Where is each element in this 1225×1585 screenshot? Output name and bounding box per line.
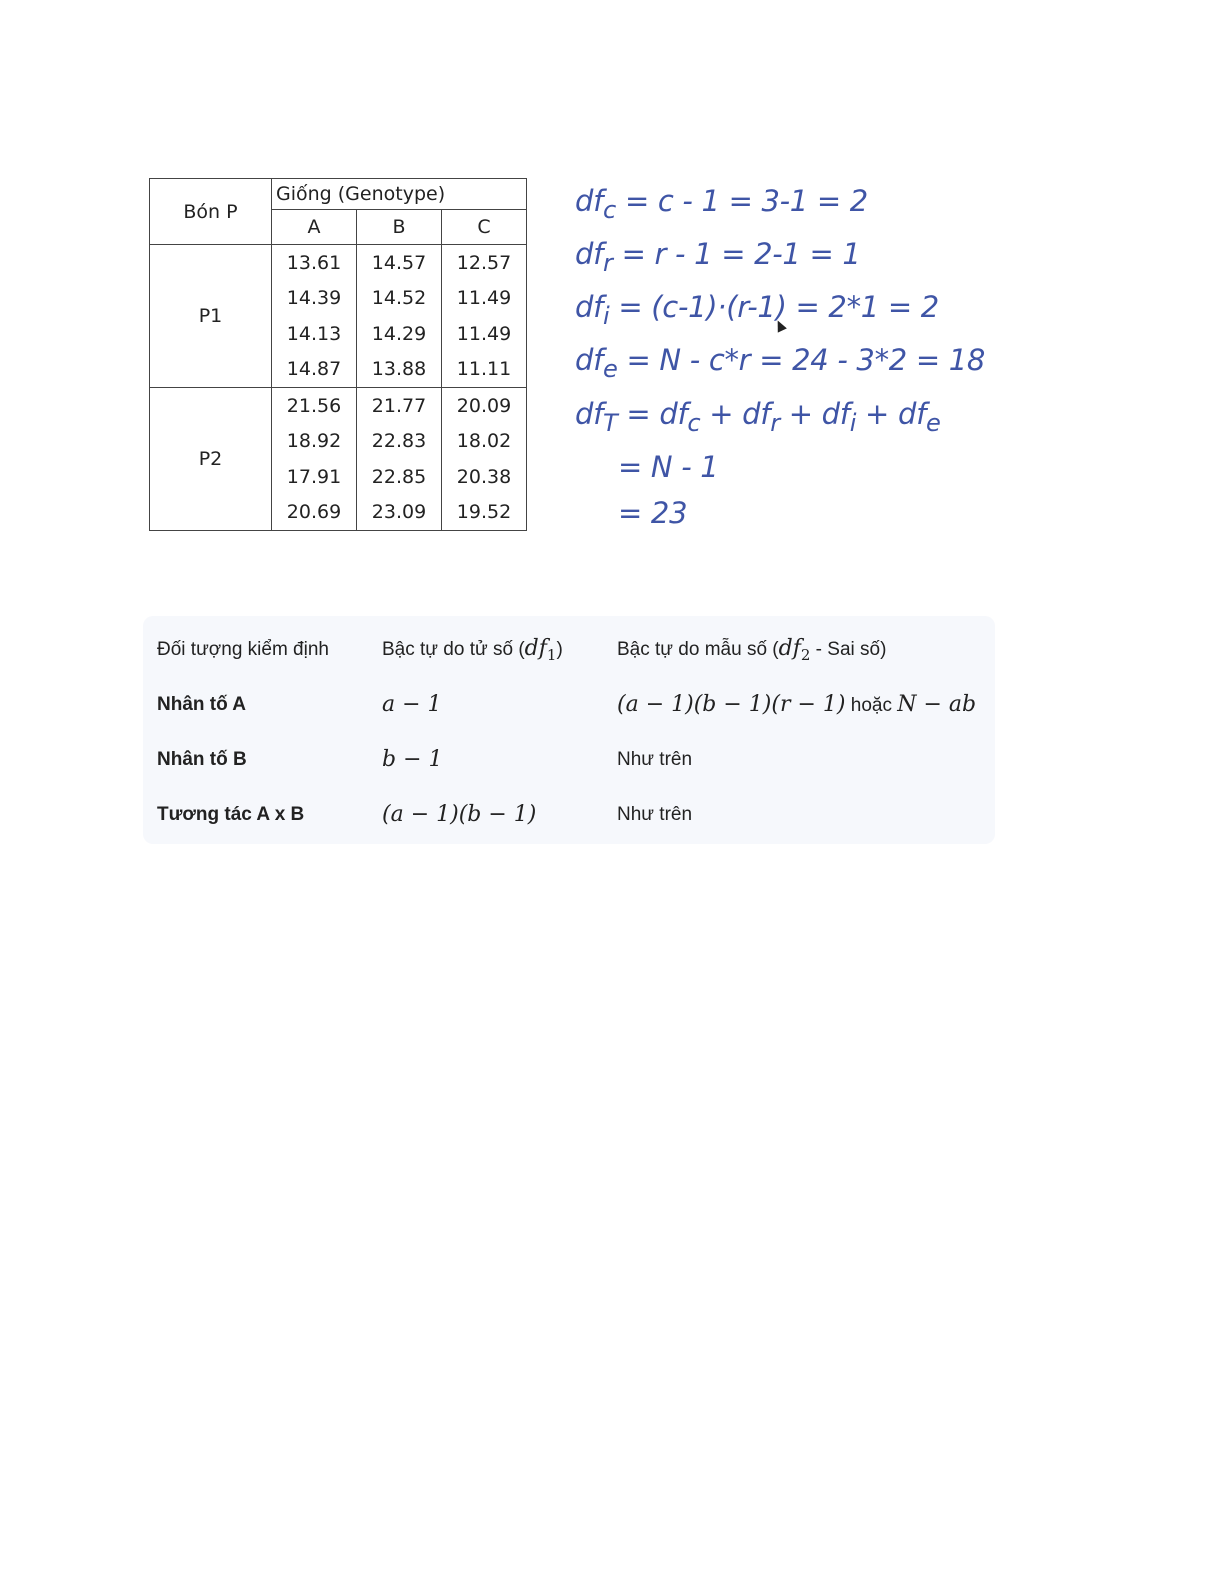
formula-df-c: $df_c = c - 1 = 3-1 = 2$ bbox=[575, 184, 868, 224]
table-cell: 18.92 bbox=[272, 424, 357, 460]
table-cell: 20.09 bbox=[442, 388, 527, 424]
table-row bbox=[157, 677, 976, 732]
header-df1 bbox=[382, 622, 617, 677]
formula-expr: = r - 1 = 2-1 = 1 bbox=[621, 237, 861, 271]
formula-sub: r bbox=[770, 408, 780, 437]
math-expr: N − ab bbox=[897, 692, 977, 717]
formula-expr: = df bbox=[626, 397, 688, 431]
table-cell: 13.61 bbox=[272, 245, 357, 281]
formula-expr: = N - c*r = 24 - 3*2 = 18 bbox=[626, 343, 986, 377]
header-genotype-b: B bbox=[357, 210, 442, 245]
formula-sub: i bbox=[603, 301, 610, 330]
table-cell: 14.52 bbox=[357, 281, 442, 317]
header-giong: Giống (Genotype) bbox=[272, 179, 527, 210]
table-cell: 14.57 bbox=[357, 245, 442, 281]
table-cell: 11.49 bbox=[442, 281, 527, 317]
header-text: ) bbox=[556, 638, 563, 660]
math-subscript: 1 bbox=[546, 645, 557, 664]
table-header-row bbox=[157, 622, 976, 677]
df1-value bbox=[382, 732, 617, 787]
table-cell: 13.88 bbox=[357, 352, 442, 388]
math-subscript: 2 bbox=[800, 645, 811, 664]
table-cell: 14.87 bbox=[272, 352, 357, 388]
formula-expr: + df bbox=[700, 397, 771, 431]
table-cell: 11.49 bbox=[442, 316, 527, 352]
table-cell: 21.56 bbox=[272, 388, 357, 424]
df1-value bbox=[382, 787, 617, 842]
formula-expr: = c - 1 = 3-1 = 2 bbox=[624, 184, 868, 218]
row-factor-a: Nhân tố A bbox=[157, 693, 247, 715]
df2-value: Như trên bbox=[617, 803, 693, 825]
math-symbol: df bbox=[524, 635, 547, 661]
group-label-p1: P1 bbox=[150, 245, 272, 388]
formula-result-23: = 23 bbox=[618, 496, 688, 530]
header-genotype-c: C bbox=[442, 210, 527, 245]
formula-expr: = (c-1)·(r-1) = 2*1 = 2 bbox=[618, 290, 939, 324]
table-cell: 20.38 bbox=[442, 459, 527, 495]
header-test-object: Đối tượng kiểm định bbox=[157, 638, 329, 660]
group-label-p2: P2 bbox=[150, 388, 272, 531]
formula-sub: c bbox=[687, 408, 701, 437]
table-cell: 21.77 bbox=[357, 388, 442, 424]
table-cell: 14.13 bbox=[272, 316, 357, 352]
df2-value bbox=[617, 677, 976, 732]
row-interaction-ab: Tương tác A x B bbox=[157, 803, 305, 825]
df1-value bbox=[382, 677, 617, 732]
connector-text: hoặc bbox=[845, 695, 898, 716]
formula-df-i: $df_i = (c-1)\cdot(r-1) = 2*1 = 2$ bbox=[575, 290, 939, 330]
formula-df-r: $df_r = r - 1 = 2-1 = 1$ bbox=[575, 237, 861, 277]
formula-n-minus-1: = N - 1 bbox=[618, 450, 719, 484]
df-summary-table bbox=[157, 622, 976, 842]
formula-expr: + df bbox=[856, 397, 926, 431]
df-summary-card bbox=[143, 616, 995, 844]
math-symbol: df bbox=[778, 635, 801, 661]
header-text: Bậc tự do tử số ( bbox=[382, 638, 525, 660]
table-row bbox=[150, 245, 527, 281]
df2-value: Như trên bbox=[617, 748, 693, 770]
table-cell: 19.52 bbox=[442, 495, 527, 531]
formula-sub: e bbox=[603, 354, 618, 383]
formula-sub: T bbox=[603, 408, 618, 437]
table-row bbox=[150, 388, 527, 424]
table-cell: 22.85 bbox=[357, 459, 442, 495]
formula-sub: i bbox=[849, 408, 857, 437]
table-cell: 14.39 bbox=[272, 281, 357, 317]
math-expr: (a − 1)(b − 1)(r − 1) bbox=[617, 692, 846, 717]
header-text: - Sai số) bbox=[810, 638, 887, 660]
table-row bbox=[157, 732, 976, 787]
table-cell: 17.91 bbox=[272, 459, 357, 495]
formula-sub: e bbox=[925, 408, 941, 437]
header-df2 bbox=[617, 622, 976, 677]
formula-df-e: $df_e = N - c*r = 24 - 3*2 = 18$ bbox=[575, 343, 986, 383]
header-text: Bậc tự do mẫu số ( bbox=[617, 638, 779, 660]
header-genotype-a: A bbox=[272, 210, 357, 245]
table-cell: 11.11 bbox=[442, 352, 527, 388]
formula-expr: + df bbox=[779, 397, 850, 431]
math-expr: b − 1 bbox=[382, 747, 443, 772]
table-cell: 22.83 bbox=[357, 424, 442, 460]
table-row bbox=[157, 787, 976, 842]
header-bon-p: Bón P bbox=[150, 179, 272, 245]
table-cell: 20.69 bbox=[272, 495, 357, 531]
table-cell: 14.29 bbox=[357, 316, 442, 352]
table-cell: 18.02 bbox=[442, 424, 527, 460]
table-cell: 12.57 bbox=[442, 245, 527, 281]
math-expr: a − 1 bbox=[382, 692, 442, 717]
formula-sub: r bbox=[603, 248, 613, 277]
row-factor-b: Nhân tố B bbox=[157, 748, 247, 770]
formula-df-t: $df_T = df_c + df_r + df_i + df_e$ bbox=[575, 397, 941, 437]
math-expr: (a − 1)(b − 1) bbox=[382, 802, 537, 827]
formula-sub: c bbox=[603, 195, 617, 224]
table-cell: 23.09 bbox=[357, 495, 442, 531]
data-table bbox=[149, 178, 527, 531]
